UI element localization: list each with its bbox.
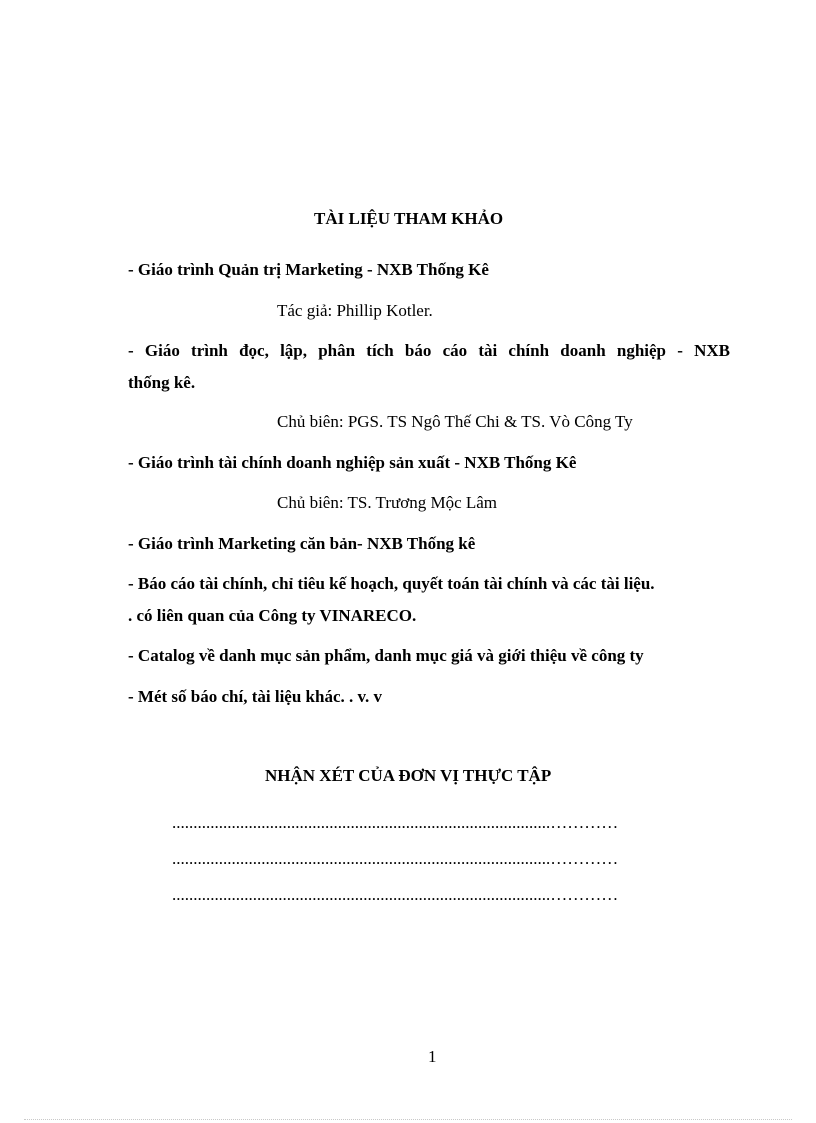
evaluation-dotted-line-1: .........................................................................................………… [172,813,619,832]
reference-item-3-editor: Chủ biên: TS. Trương Mộc Lâm [277,493,498,512]
reference-item-1-author: Tác giả: Phillip Kotler. [277,301,433,320]
evaluation-title: NHẬN XÉT CỦA ĐƠN VỊ THỰC TẬP [265,766,552,785]
reference-item-7: - Mét số báo chí, tài liệu khác. . v. v [128,687,383,706]
page-bottom-divider [24,1119,792,1120]
reference-item-3: - Giáo trình tài chính doanh nghiệp sản xuất - NXB Thống Kê [128,453,577,472]
reference-item-2-line2: thống kê. [128,373,196,392]
reference-item-1: - Giáo trình Quản trị Marketing - NXB Thống Kê [128,260,489,279]
reference-item-6: - Catalog về danh mục sản phẩm, danh mục giá và giới thiệu về công ty [128,646,644,665]
reference-item-5-line2: . có liên quan của Công ty VINARECO. [128,606,417,625]
evaluation-dotted-line-3: .........................................................................................………… [172,885,619,904]
page-number: 1 [428,1047,437,1066]
reference-item-2-editor: Chủ biên: PGS. TS Ngô Thế Chi & TS. Vò Công Ty [277,412,633,431]
reference-item-5-line1: - Báo cáo tài chính, chỉ tiêu kế hoạch, quyết toán tài chính và các tài liệu. [128,574,655,593]
reference-item-2-line1: - Giáo trình đọc, lập, phân tích báo cáo tài chính doanh nghiệp - NXB [128,341,730,360]
evaluation-dotted-line-2: .........................................................................................………… [172,849,619,868]
references-title: TÀI LIỆU THAM KHẢO [314,209,504,228]
reference-item-4: - Giáo trình Marketing căn bản- NXB Thống kê [128,534,476,553]
